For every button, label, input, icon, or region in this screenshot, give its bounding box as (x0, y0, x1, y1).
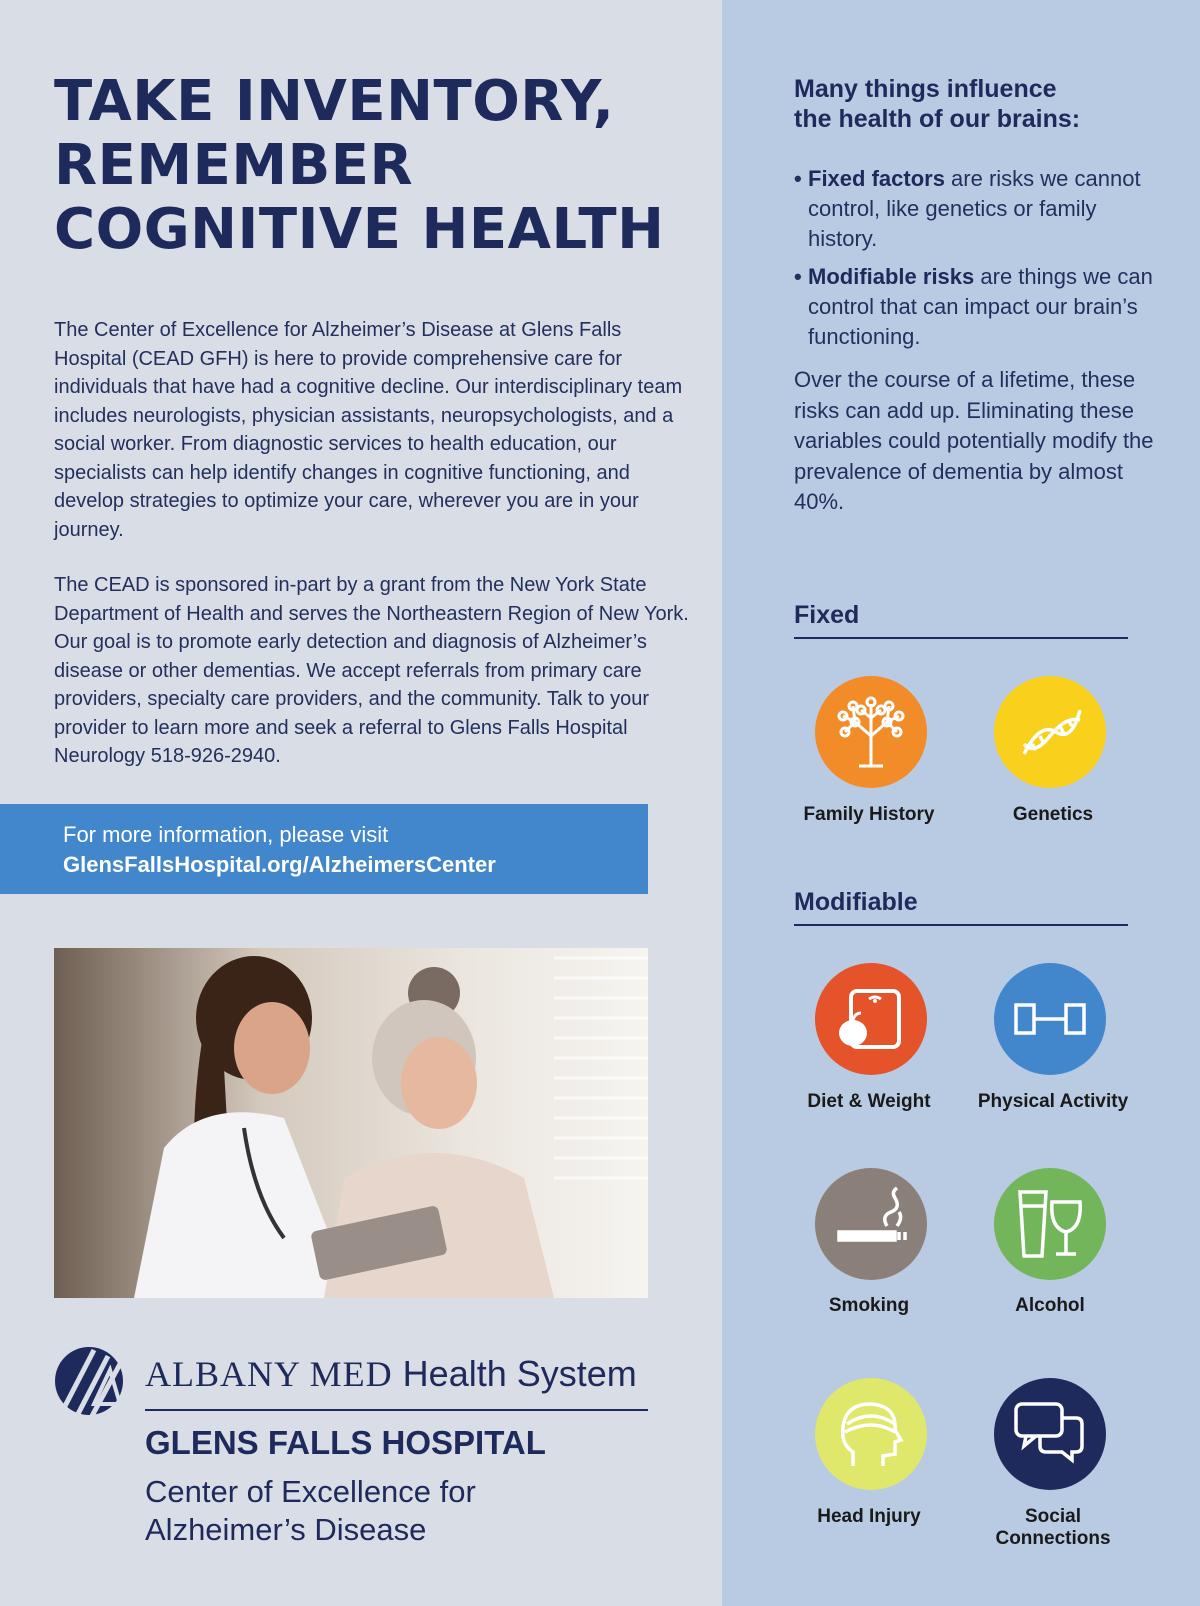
physical-activity-label: Physical Activity (977, 1091, 1129, 1112)
bullet-fixed-text: are risks we cannot control, like genetics or family history. (808, 166, 1141, 251)
sidebar-heading-line-1: Many things influence (794, 75, 1057, 103)
sidebar-heading-line-2: the health of our brains: (794, 105, 1081, 133)
modifiable-section-rule (794, 924, 1128, 926)
bandaged-head-icon (815, 1378, 927, 1490)
logo-center-line-1: Center of Excellence for (145, 1474, 476, 1509)
social-label-line-1: Social (1025, 1506, 1081, 1527)
risk-bullets (794, 164, 1154, 360)
drinks-icon (994, 1168, 1106, 1280)
bullet-fixed-bold: Fixed factors (808, 166, 945, 191)
logo-system: Health System (402, 1353, 637, 1394)
family-tree-icon (815, 676, 927, 788)
title-line-3: COGNITIVE HEALTH (54, 197, 665, 262)
bullet-modifiable: • Modifiable risks are things we can control that can impact our brain’s functioning. (794, 264, 1153, 349)
logo-brand: ALBANY MED (145, 1354, 393, 1394)
scale-apple-icon (815, 963, 927, 1075)
logo-center-name (145, 1473, 476, 1549)
speech-bubbles-icon (994, 1378, 1106, 1490)
info-banner-link[interactable]: GlensFallsHospital.org/AlzheimersCenter (63, 852, 496, 877)
family-history-label: Family History (803, 804, 935, 825)
diet-weight-label: Diet & Weight (807, 1091, 931, 1112)
dumbbell-icon (994, 963, 1106, 1075)
fixed-section-rule (794, 637, 1128, 639)
bullet-modifiable-bold: Modifiable risks (808, 264, 975, 289)
social-label-line-2: Connections (995, 1528, 1111, 1549)
dna-icon (994, 676, 1106, 788)
modifiable-section-title: Modifiable (794, 888, 918, 916)
logo-hospital-name: GLENS FALLS HOSPITAL (145, 1424, 546, 1461)
logo-system-name (145, 1352, 637, 1396)
info-banner-text: For more information, please visit (63, 822, 389, 847)
sidebar-paragraph: Over the course of a lifetime, these risks can add up. Eliminating these variables could potentially modify the prevalence of dementia by almost 40%. (794, 367, 1154, 514)
head-injury-label: Head Injury (817, 1506, 921, 1527)
page-title (54, 70, 694, 262)
info-banner (0, 804, 648, 894)
intro-paragraph-1: The Center of Excellence for Alzheimer’s Disease at Glens Falls Hospital (CEAD GFH) is here to provide comprehensive care for individuals that have had a cognitive decline. Our interdisciplinary team includes neurologists, physician assistants, neuropsychologists, and a social worker. From diagnostic services to health education, our specialists can help identify changes in cognitive functioning, and develop strategies to optimize your care, wherever you are in your journey. (54, 319, 683, 541)
intro-paragraph-2: The CEAD is sponsored in-part by a grant from the New York State Department of Health and serves the Northeastern Region of New York. Our goal is to promote early detection and diagnosis of Alzheimer’s disease or other dementias. We accept referrals from primary care providers, specialty care providers, and the community. Talk to your provider to learn more and seek a referral to Glens Falls Hospital Neurology 518-926-2940. (54, 574, 689, 767)
albany-med-logo-icon (54, 1346, 124, 1416)
title-line-1: TAKE INVENTORY, (54, 69, 615, 134)
alcohol-label: Alcohol (1015, 1295, 1085, 1316)
logo-divider (145, 1409, 648, 1411)
cigarette-icon (815, 1168, 927, 1280)
genetics-label: Genetics (1012, 804, 1094, 825)
bullet-fixed: • Fixed factors are risks we cannot control, like genetics or family history. (794, 166, 1141, 251)
fixed-section-title: Fixed (794, 601, 860, 629)
bullet-modifiable-text: are things we can control that can impact our brain’s functioning. (808, 264, 1153, 349)
title-line-2: REMEMBER (54, 133, 414, 198)
doctor-patient-photo (54, 948, 648, 1298)
social-connections-label (963, 1506, 1143, 1550)
sidebar-heading (794, 74, 1174, 134)
smoking-label: Smoking (828, 1295, 910, 1316)
logo-center-line-2: Alzheimer’s Disease (145, 1512, 427, 1547)
